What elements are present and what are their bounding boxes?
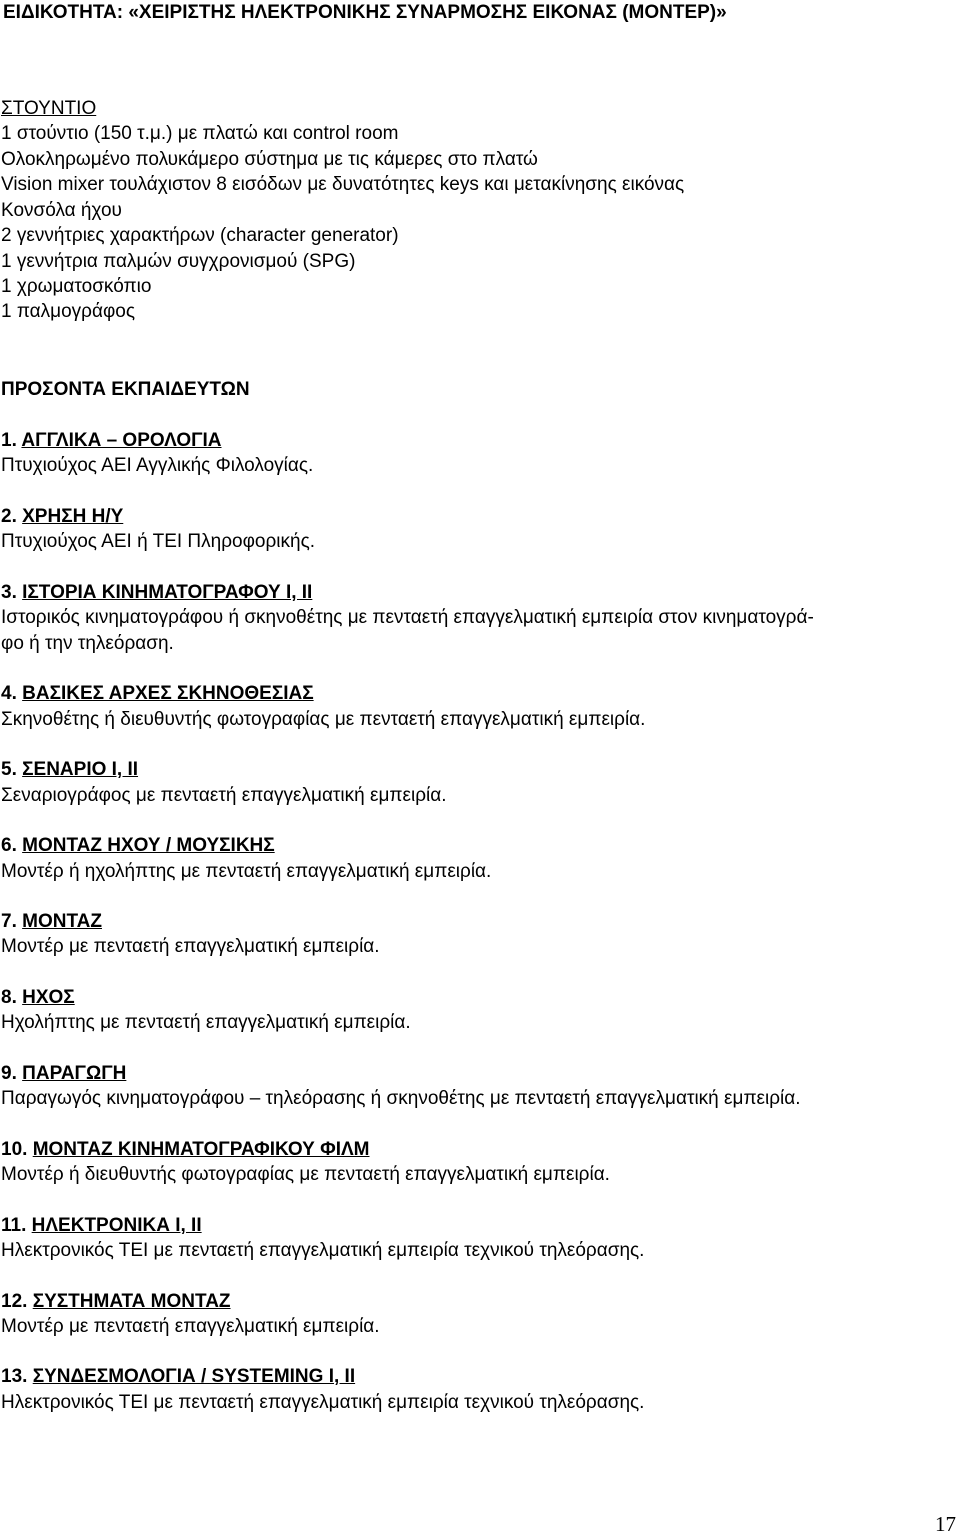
course-number: 11. [1,1215,32,1236]
course-title: ΜΟΝΤΑΖ [22,911,102,932]
course-title: ΣΕΝΑΡΙΟ Ι, ΙΙ [22,759,139,780]
course-requirement: Μοντέρ ή ηχολήπτης με πενταετή επαγγελματική εμπειρία. [1,861,492,882]
course-title: ΗΛΕΚΤΡΟΝΙΚΑ Ι, ΙΙ [31,1215,202,1236]
studio-line: 1 χρωματοσκόπιο [1,276,152,297]
instructors-heading: ΠΡΟΣΟΝΤΑ ΕΚΠΑΙΔΕΥΤΩΝ [1,379,250,400]
studio-line: 1 στούντιο (150 τ.μ.) με πλατώ και control room [1,123,399,144]
studio-line: 2 γεννήτριες χαρακτήρων (character generator) [1,225,399,246]
course-number: 10. [1,1139,33,1160]
course-heading [1,1289,231,1314]
course-number: 12. [1,1291,33,1312]
course-requirement: Σκηνοθέτης ή διευθυντής φωτογραφίας με πενταετή επαγγελματική εμπειρία. [1,709,646,730]
course-requirement: Σεναριογράφος με πενταετή επαγγελματική εμπειρία. [1,785,447,806]
course-heading [1,985,75,1010]
course-heading [1,1364,355,1389]
course-requirement: Ηλεκτρονικός ΤΕΙ με πενταετή επαγγελματική εμπειρία τεχνικού τηλεόρασης. [1,1240,645,1261]
course-number: 8. [1,987,23,1008]
course-heading [1,909,102,934]
course-heading [1,1061,126,1086]
studio-line: 1 γεννήτρια παλμών συγχρονισμού (SPG) [1,251,356,272]
course-number: 4. [1,683,23,704]
course-heading [1,681,314,706]
course-heading [1,757,138,782]
course-number: 1. [1,430,22,451]
course-number: 2. [1,506,23,527]
course-requirement: Μοντέρ με πενταετή επαγγελματική εμπειρία. [1,936,380,957]
course-heading [1,504,123,529]
course-number: 13. [1,1366,33,1387]
course-title: ΧΡΗΣΗ Η/Υ [22,506,124,527]
course-title: ΒΑΣΙΚΕΣ ΑΡΧΕΣ ΣΚΗΝΟΘΕΣΙΑΣ [22,683,314,704]
course-requirement: Πτυχιούχος ΑΕΙ ή ΤΕΙ Πληροφορικής. [1,531,316,552]
studio-line: Vision mixer τουλάχιστον 8 εισόδων με δυνατότητες keys και μετακίνησης εικόνας [1,174,685,195]
course-title: ΣΥΝΔΕΣΜΟΛΟΓΙΑ / SYSTEMING Ι, ΙΙ [32,1366,356,1387]
studio-heading: ΣΤΟΥΝΤΙΟ [1,98,97,119]
course-heading [1,1137,369,1162]
course-requirement: Παραγωγός κινηματογράφου – τηλεόρασης ή σκηνοθέτης με πενταετή επαγγελματική εμπειρία. [1,1088,801,1109]
studio-line: Κονσόλα ήχου [1,200,122,221]
course-requirement: Πτυχιούχος ΑΕΙ Αγγλικής Φιλολογίας. [1,455,314,476]
course-requirement: Ηλεκτρονικός ΤΕΙ με πενταετή επαγγελματική εμπειρία τεχνικού τηλεόρασης. [1,1392,645,1413]
studio-line: 1 παλμογράφος [1,301,136,322]
course-title: ΠΑΡΑΓΩΓΗ [22,1063,127,1084]
course-title: ΜΟΝΤΑΖ ΗΧΟΥ / ΜΟΥΣΙΚΗΣ [22,835,275,856]
course-heading [1,833,275,858]
course-heading [1,1213,202,1238]
course-requirement: Μοντέρ με πενταετή επαγγελματική εμπειρία. [1,1316,380,1337]
studio-line: Ολοκληρωμένο πολυκάμερο σύστημα με τις κάμερες στο πλατώ [1,149,538,170]
course-requirement: Μοντέρ ή διευθυντής φωτογραφίας με πενταετή επαγγελματική εμπειρία. [1,1164,610,1185]
course-title: ΗΧΟΣ [22,987,75,1008]
course-heading [1,580,312,605]
course-number: 9. [1,1063,23,1084]
course-title: ΑΓΓΛΙΚΑ – ΟΡΟΛΟΓΙΑ [21,430,222,451]
course-requirement: Ηχολήπτης με πενταετή επαγγελματική εμπειρία. [1,1012,411,1033]
course-number: 7. [1,911,23,932]
course-number: 3. [1,582,23,603]
course-title: ΣΥΣΤΗΜΑΤΑ ΜΟΝΤΑΖ [32,1291,231,1312]
course-heading [1,428,222,453]
course-requirement: φο ή την τηλεόραση. [1,633,174,654]
course-title: ΜΟΝΤΑΖ ΚΙΝΗΜΑΤΟΓΡΑΦΙΚΟΥ ΦΙΛΜ [32,1139,370,1160]
course-number: 5. [1,759,23,780]
course-title: ΙΣΤΟΡΙΑ ΚΙΝΗΜΑΤΟΓΡΑΦΟΥ Ι, ΙΙ [22,582,313,603]
course-requirement: Ιστορικός κινηματογράφου ή σκηνοθέτης με πενταετή επαγγελματική εμπειρία στον κινηματογρά- [1,607,814,628]
page-number: 17 [935,1512,956,1536]
course-number: 6. [1,835,23,856]
page-title: ΕΙΔΙΚΟΤΗΤΑ: «ΧΕΙΡΙΣΤΗΣ ΗΛΕΚΤΡΟΝΙΚΗΣ ΣΥΝΑΡΜΟΣΗΣ ΕΙΚΟΝΑΣ (ΜΟΝΤΕΡ)» [3,2,727,23]
